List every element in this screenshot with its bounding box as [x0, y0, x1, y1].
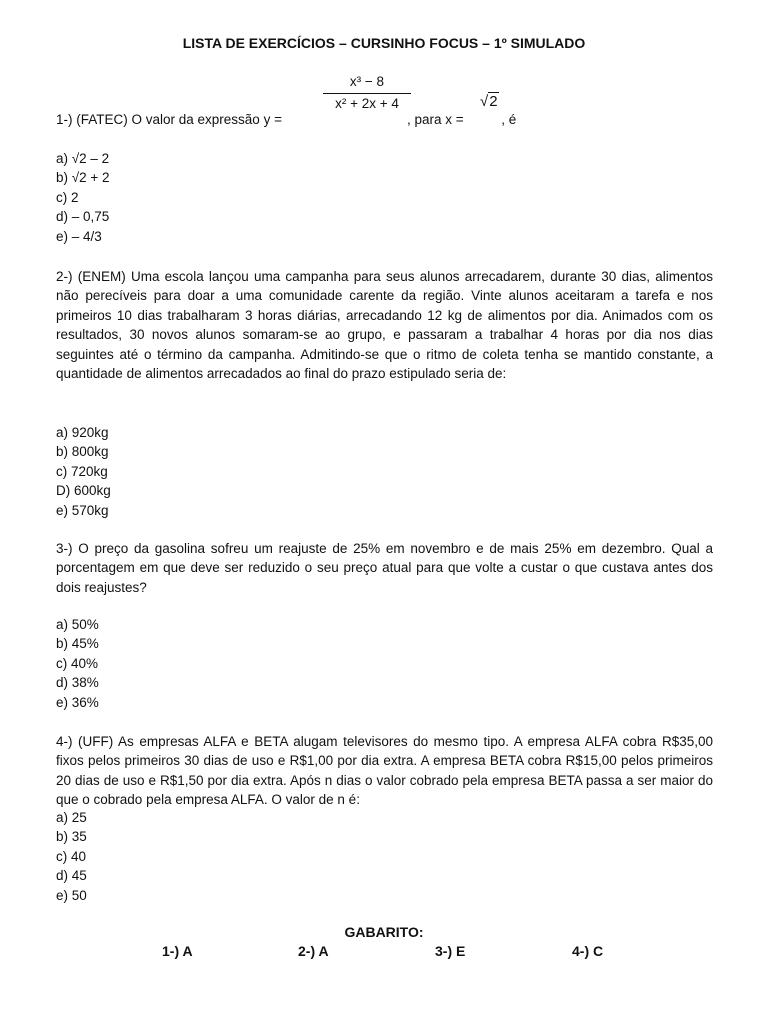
- option: a) 50%: [56, 617, 99, 632]
- q1-statement: [56, 110, 282, 129]
- option: D) 600kg: [56, 483, 111, 499]
- page-title: LISTA DE EXERCÍCIOS – CURSINHO FOCUS – 1º SIMULADO: [182, 35, 586, 51]
- sqrt-radicand: 2: [489, 93, 498, 110]
- option: e) – 4/3: [56, 228, 102, 244]
- option: b) 35: [56, 829, 87, 845]
- answer-key-title: GABARITO:: [344, 924, 424, 940]
- option: b) √2 + 2: [56, 170, 110, 186]
- q3-statement: 3-) O preço da gasolina sofreu um reajuste de 25% em novembro e de mais 25% em dezembro. Qual a porcentagem em que deve ser reduzido o seu preço atual para que volte a custar o que custava antes dos dois reajustes?: [56, 541, 713, 595]
- q4-statement: 4-) (UFF) As empresas ALFA e BETA alugam televisores do mesmo tipo. A empresa ALFA cobra R$35,00 fixos pelos primeiros 30 dias de uso e R$1,00 por dia extra. A empresa BETA cobra R$15,00 pelos primeiros 20 dias de uso e R$1,50 por dia extra. Após n dias o valor cobrado pela empresa BETA passa a ser maior do que o cobrado pela empresa ALFA. O valor de n é:: [56, 734, 713, 808]
- answer-key-item: 4-) C: [572, 943, 604, 959]
- q1-fraction: [323, 72, 411, 113]
- option: d) – 0,75: [56, 209, 110, 225]
- option: a) √2 – 2: [56, 151, 110, 166]
- q1-suffix: , é: [501, 112, 517, 127]
- answer-key-item: 1-) A: [162, 943, 193, 959]
- q2-statement: 2-) (ENEM) Uma escola lançou uma campanha para seus alunos arrecadarem, durante 30 dias, alimentos não perecíveis para doar a uma comunidade carente da região. Vinte alunos aceitaram a tarefa e nos primeiros 10 dias trabalharam 3 horas diárias, arrecadando 12 kg de alimentos por dia. Animados com os resultados, 30 novos alunos somaram-se ao grupo, e passaram a trabalhar 4 horas por dia nos dias seguintes até o término da campanha. Admitindo-se que o ritmo de coleta tenha se mantido constante, a quantidade de alimentos arrecadados ao final do prazo estipulado seria de:: [56, 269, 713, 382]
- q4-options: [56, 808, 87, 905]
- option: b) 800kg: [56, 444, 109, 460]
- option: d) 45: [56, 868, 87, 884]
- option: d) 38%: [56, 675, 99, 691]
- q2-options: [56, 423, 111, 520]
- option: c) 40%: [56, 655, 99, 671]
- q1-prefix: 1-) (FATEC) O valor da expressão y =: [56, 112, 282, 127]
- answer-key-item: 3-) E: [435, 943, 466, 959]
- answer-key-item: 2-) A: [298, 943, 329, 959]
- q3-options: [56, 615, 99, 712]
- q1-options: [56, 149, 110, 246]
- option: e) 50: [56, 887, 87, 903]
- q1-denominator: x² + 2x + 4: [335, 96, 399, 111]
- option: a) 920kg: [56, 425, 109, 440]
- option: e) 570kg: [56, 502, 109, 518]
- option: b) 45%: [56, 636, 99, 652]
- sqrt-symbol: √: [480, 93, 489, 110]
- q1-middle: , para x =: [407, 112, 464, 127]
- option: c) 720kg: [56, 463, 108, 479]
- q1-continuation: [407, 110, 516, 129]
- option: e) 36%: [56, 694, 99, 710]
- option: a) 25: [56, 810, 87, 825]
- q1-sqrt-value: [480, 92, 499, 111]
- option: c) 40: [56, 848, 87, 864]
- option: c) 2: [56, 189, 79, 205]
- q1-numerator: x³ − 8: [349, 74, 385, 89]
